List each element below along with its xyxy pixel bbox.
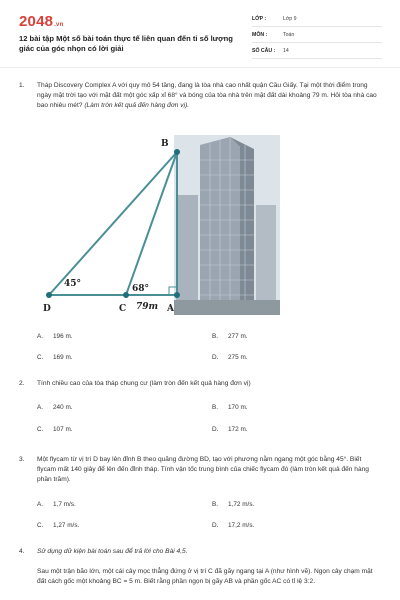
tower-figure — [40, 135, 280, 315]
option-value: 170 m. — [228, 404, 248, 411]
question-number: 1. — [19, 82, 25, 89]
street-strip — [174, 300, 280, 315]
question-2 — [19, 379, 381, 391]
label-a: A — [167, 304, 174, 314]
option-key: D. — [212, 354, 219, 361]
option-key: C. — [37, 354, 44, 361]
q2-option-c[interactable] — [37, 426, 73, 433]
q3-option-a[interactable] — [37, 501, 76, 508]
q3-option-b[interactable] — [212, 501, 254, 508]
label-d: D — [43, 304, 51, 314]
option-value: 169 m. — [53, 354, 73, 361]
q2-option-a[interactable] — [37, 404, 73, 411]
q1-option-a[interactable] — [37, 333, 73, 340]
option-key: C. — [37, 426, 44, 433]
option-value: 172 m. — [228, 426, 248, 433]
logo-text: 2048 — [19, 13, 54, 30]
q1-option-b[interactable] — [212, 333, 248, 340]
option-key: B. — [212, 501, 219, 508]
option-value: 275 m. — [228, 354, 248, 361]
label-c: C — [119, 304, 127, 314]
length-ca-label: 79m — [136, 302, 159, 312]
point-d — [46, 292, 52, 298]
option-key: A. — [37, 333, 44, 340]
option-value: 1,72 m/s. — [228, 501, 255, 508]
meta-row-subject — [252, 30, 382, 43]
option-value: 277 m. — [228, 333, 248, 340]
meta-value: Toán — [283, 32, 295, 38]
question-text: Tính chiều cao của tòa tháp chung cư (làm tròn đến kết quả hàng đơn vị) — [37, 380, 251, 387]
point-a — [174, 292, 180, 298]
option-value: 107 m. — [53, 426, 73, 433]
question-number: 4. — [19, 548, 25, 555]
meta-key: LỚP : — [252, 16, 267, 22]
q2-option-d[interactable] — [212, 426, 248, 433]
building-left — [176, 195, 198, 310]
header-divider — [0, 67, 400, 68]
meta-key: SỐ CÂU : — [252, 48, 276, 54]
label-b: B — [161, 139, 169, 149]
question-note: (Làm tròn kết quả đến hàng đơn vị). — [84, 102, 190, 109]
logo-suffix: .vn — [54, 22, 64, 28]
option-value: 1,7 m/s. — [53, 501, 76, 508]
option-value: 196 m. — [53, 333, 73, 340]
q2-option-b[interactable] — [212, 404, 248, 411]
q1-option-c[interactable] — [37, 354, 73, 361]
line-cb — [126, 152, 177, 295]
meta-row-count — [252, 46, 382, 59]
question-number: 3. — [19, 456, 25, 463]
meta-row-grade — [252, 14, 382, 27]
question-text — [37, 81, 381, 111]
point-b — [174, 149, 180, 155]
triangle-lines — [49, 152, 177, 295]
question-text: Một flycam từ vị trí D bay lên đỉnh B theo quãng đường BD, tạo với phương nằm ngang một góc bằng 45°. Biết flycam mất 140 giây để lên đến đỉnh tháp. Tính vận tốc trung bình của chiếc flycam đó (làm tròn kết quả đến hàng phần trăm). — [37, 456, 369, 483]
option-key: A. — [37, 404, 44, 411]
q3-option-d[interactable] — [212, 522, 254, 529]
meta-value: Lớp 9 — [283, 16, 297, 22]
q3-option-c[interactable] — [37, 522, 79, 529]
point-c — [123, 292, 129, 298]
question-3 — [19, 455, 381, 487]
angle-d-label: 45° — [64, 279, 82, 289]
meta-key: MÔN : — [252, 32, 268, 38]
option-key: B. — [212, 404, 219, 411]
meta-value: 14 — [283, 48, 289, 54]
page-header — [0, 0, 400, 66]
question-4-body: Sau một trận bão lớn, một cái cây mọc thẳng đứng ở vị trí C đã gãy ngang tại A (như hình vẽ). Ngọn cây chạm mặt đất cách gốc một khoảng BC = 5 m. Biết rằng phần ngọn bị gãy AB và phần gốc AC có tỉ lệ 3:2. — [37, 568, 373, 585]
site-logo[interactable] — [19, 13, 63, 30]
option-value: 17,2 m/s. — [228, 522, 255, 529]
q1-option-d[interactable] — [212, 354, 248, 361]
building-right — [256, 205, 276, 310]
line-db — [49, 152, 177, 295]
question-number: 2. — [19, 380, 25, 387]
option-key: D. — [212, 522, 219, 529]
question-body: Tháp Discovery Complex A với quy mô 54 tầng, đang là tòa nhà cao nhất quận Cầu Giấy. Tại một thời điểm trong ngày mặt trời tạo với mặt đất một góc xấp xỉ 68° và bóng của tòa nhà trên mặt đất dài khoảng 79 m. Hỏi tòa nhà cao bao nhiêu mét? — [37, 82, 377, 109]
question-text: Sử dụng dữ kiện bài toán sau để trả lời cho Bài 4,5. — [37, 548, 188, 555]
angle-c-label: 68° — [132, 284, 150, 294]
option-value: 240 m. — [53, 404, 73, 411]
option-key: B. — [212, 333, 219, 340]
question-1 — [19, 81, 381, 121]
option-value: 1,27 m/s. — [53, 522, 80, 529]
option-key: D. — [212, 426, 219, 433]
meta-info — [252, 14, 382, 62]
option-key: C. — [37, 522, 44, 529]
option-key: A. — [37, 501, 44, 508]
question-4 — [19, 547, 381, 559]
page-title: 12 bài tập Một số bài toán thực tế liên quan đến tỉ số lượng giác của góc nhọn có lời giải — [19, 34, 233, 53]
